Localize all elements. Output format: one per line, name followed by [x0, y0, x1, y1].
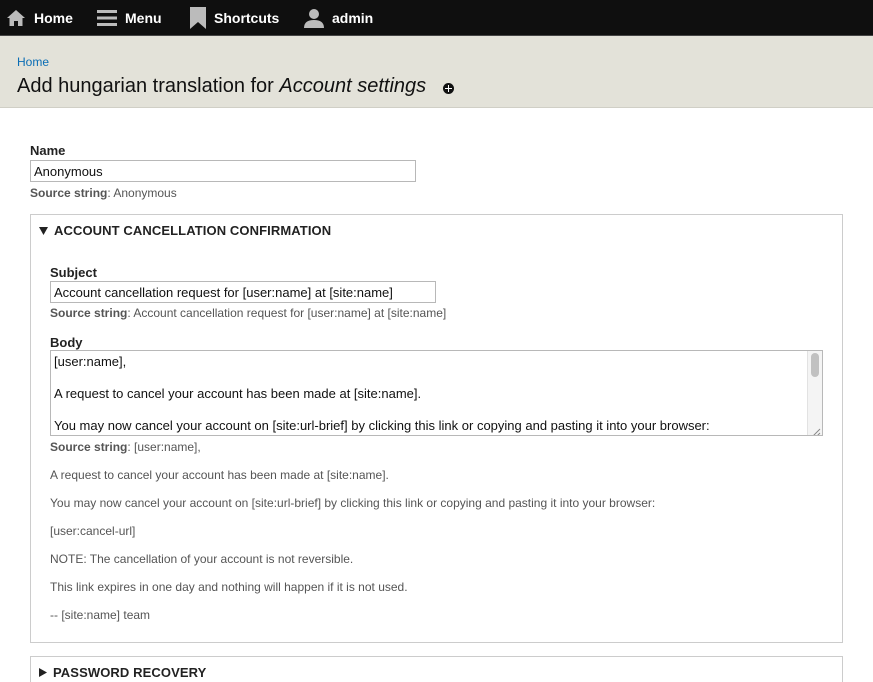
subject-source-value: : Account cancellation request for [user:name] at [site:name]: [127, 306, 447, 320]
resize-handle-icon[interactable]: [811, 424, 821, 434]
subject-input[interactable]: [50, 281, 436, 303]
body-source-label: Source string: [50, 440, 128, 454]
name-source-value: : Anonymous: [107, 186, 177, 200]
toolbar-home[interactable]: [6, 0, 73, 36]
toolbar-shortcuts-label: Shortcuts: [214, 10, 280, 26]
cancellation-legend-label: ACCOUNT CANCELLATION CONFIRMATION: [54, 223, 332, 238]
admin-toolbar: [0, 0, 873, 36]
toolbar-user-label: admin: [332, 10, 374, 26]
body-line: You may now cancel your account on [site:url-brief] by clicking this link or copying and pasting it into your browser:: [54, 418, 710, 433]
subject-source-label: Source string: [50, 306, 128, 320]
body-source-string: [50, 440, 201, 454]
toolbar-home-label: Home: [34, 10, 73, 26]
body-source-line: This link expires in one day and nothing will happen if it is not used.: [50, 580, 408, 594]
toolbar-shortcuts[interactable]: [190, 0, 279, 36]
toolbar-menu[interactable]: [97, 0, 162, 36]
body-source-line: [user:cancel-url]: [50, 524, 136, 538]
body-textarea-content: [54, 354, 804, 434]
body-textarea[interactable]: [50, 350, 823, 436]
page-title-prefix: Add hungarian translation for: [17, 75, 274, 97]
name-source-string: [30, 186, 177, 200]
body-source-line: -- [site:name] team: [50, 608, 151, 622]
body-source-line: You may now cancel your account on [site:url-brief] by clicking this link or copying and pasting it into your browser:: [50, 496, 656, 510]
body-source-first: : [user:name],: [127, 440, 201, 454]
body-line: A request to cancel your account has been made at [site:name].: [54, 386, 422, 401]
user-icon: [304, 8, 324, 28]
subject-label: Subject: [50, 265, 97, 280]
triangle-down-icon: [39, 223, 48, 238]
toolbar-user[interactable]: [304, 0, 373, 36]
subject-source-string: [50, 306, 446, 320]
bookmark-icon: [190, 7, 206, 29]
cancellation-legend[interactable]: [39, 223, 331, 238]
triangle-right-icon: [39, 665, 47, 680]
body-source-line: A request to cancel your account has been made at [site:name].: [50, 468, 389, 482]
page-title: [17, 75, 426, 98]
breadcrumb-home[interactable]: Home: [17, 55, 50, 69]
name-source-label: Source string: [30, 186, 108, 200]
body-scrollbar[interactable]: [807, 351, 822, 435]
toolbar-menu-label: Menu: [125, 10, 162, 26]
body-line: [user:name],: [54, 354, 127, 369]
menu-icon: [97, 8, 117, 28]
name-label: Name: [30, 143, 66, 158]
password-recovery-legend[interactable]: [39, 665, 206, 680]
page-title-subject: Account settings: [279, 75, 427, 97]
password-recovery-fieldset: [30, 656, 843, 682]
body-label: Body: [50, 335, 83, 350]
home-icon: [6, 9, 26, 27]
name-input[interactable]: [30, 160, 416, 182]
body-source-line: NOTE: The cancellation of your account is not reversible.: [50, 552, 354, 566]
password-recovery-legend-label: PASSWORD RECOVERY: [53, 665, 207, 680]
scrollbar-thumb[interactable]: [811, 353, 819, 377]
page-header: [0, 36, 873, 108]
add-shortcut-icon[interactable]: [443, 83, 454, 94]
